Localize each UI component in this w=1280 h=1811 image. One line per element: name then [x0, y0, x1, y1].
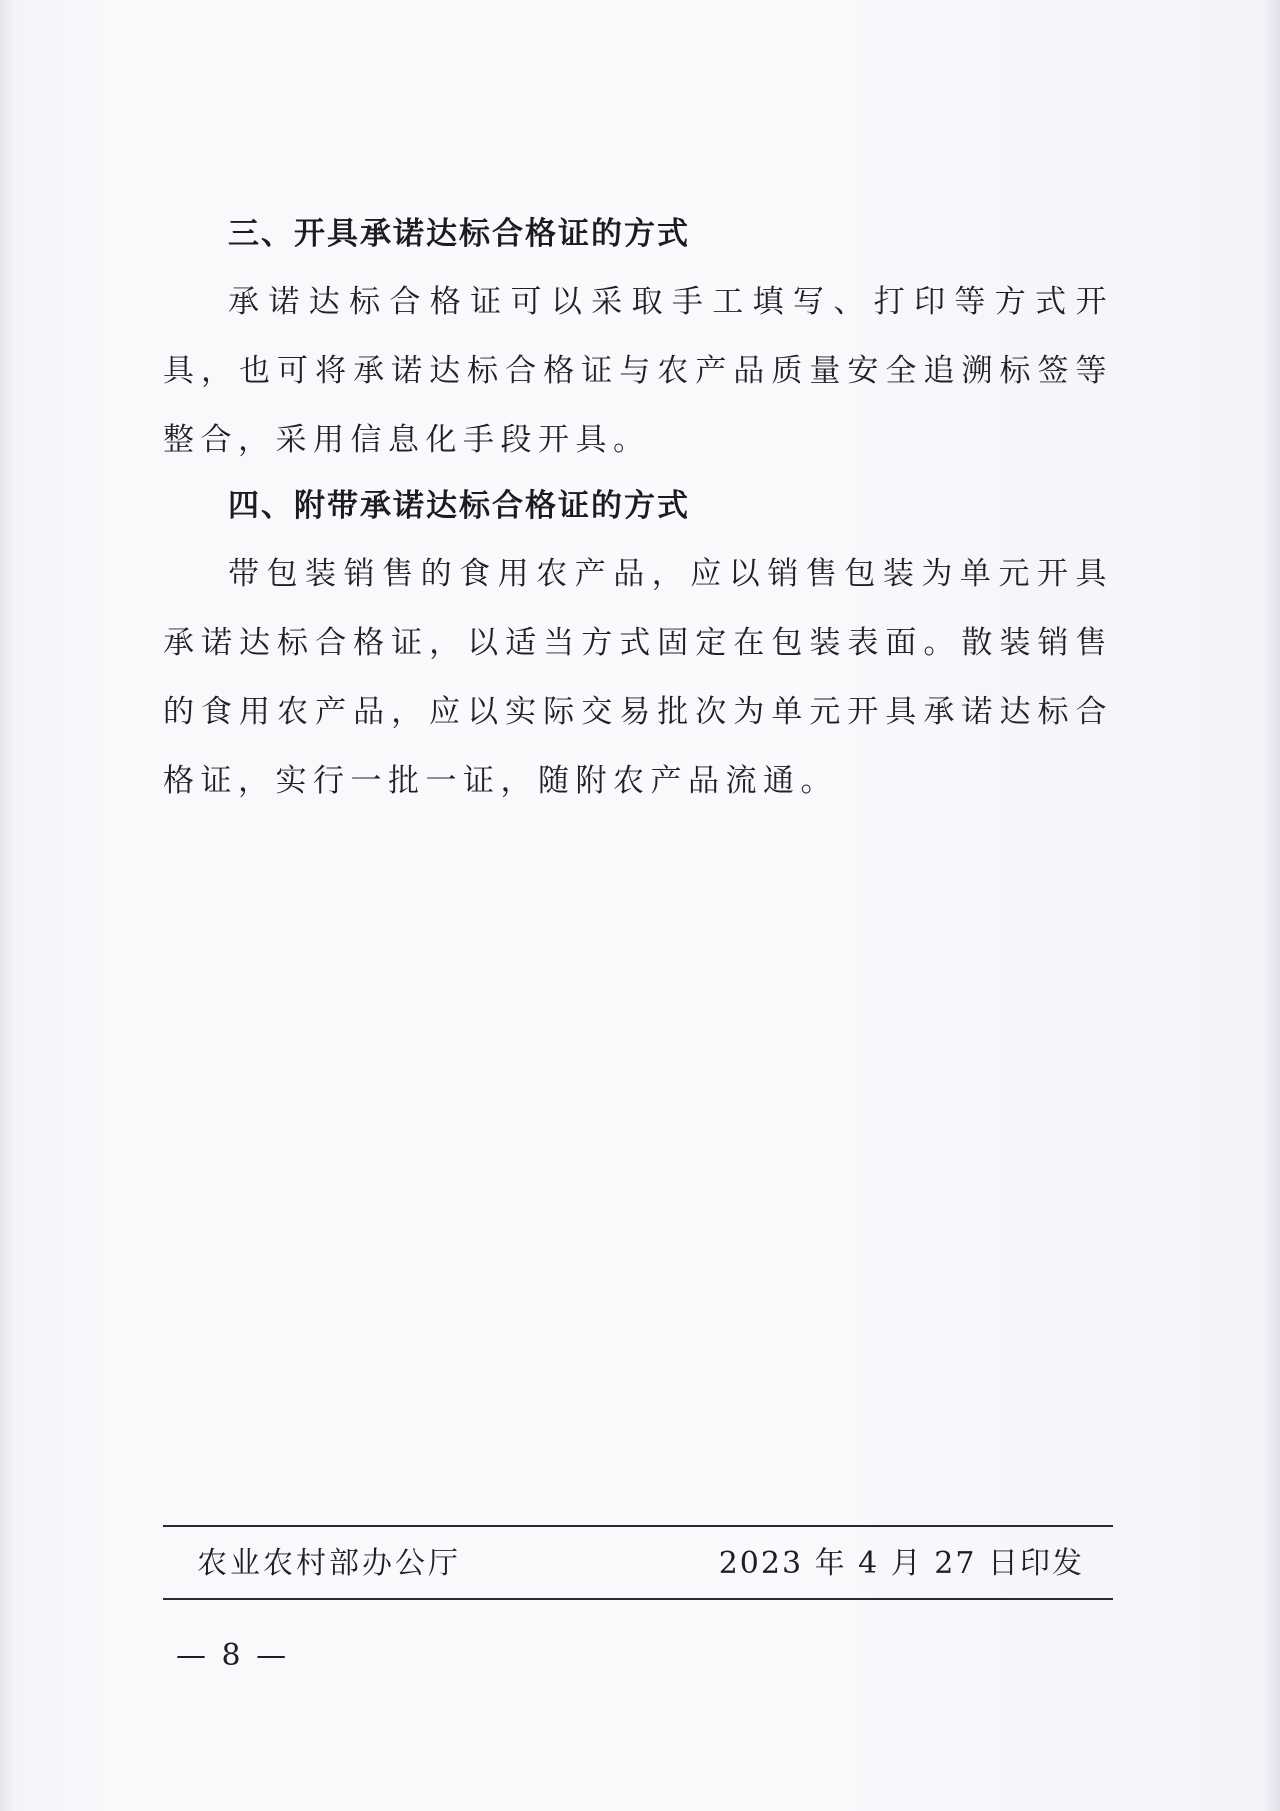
page-number: — 8 —: [176, 1638, 290, 1673]
issue-date: 2023 年 4 月 27 日印发: [718, 1546, 1084, 1581]
section-heading-four: 四、附带承诺达标合格证的方式: [228, 488, 690, 524]
issuer-name: 农业农村部办公厅: [197, 1546, 461, 1581]
footer-bottom-rule: [163, 1598, 1113, 1600]
footer-top-rule: [163, 1525, 1113, 1527]
section-paragraph-three: 承诺达标合格证可以采取手工填写、打印等方式开具，也可将承诺达标合格证与农产品质量安全追溯标签等整合，采用信息化手段开具。: [163, 284, 1113, 458]
scan-edge-right: [1262, 0, 1280, 1811]
section-paragraph-four: 带包装销售的食用农产品，应以销售包装为单元开具承诺达标合格证，以适当方式固定在包装表面。散装销售的食用农产品，应以实际交易批次为单元开具承诺达标合格证，实行一批一证，随附农产品流通。: [163, 556, 1113, 799]
scan-edge-left: [0, 0, 14, 1811]
section-heading-three: 三、开具承诺达标合格证的方式: [228, 216, 690, 252]
